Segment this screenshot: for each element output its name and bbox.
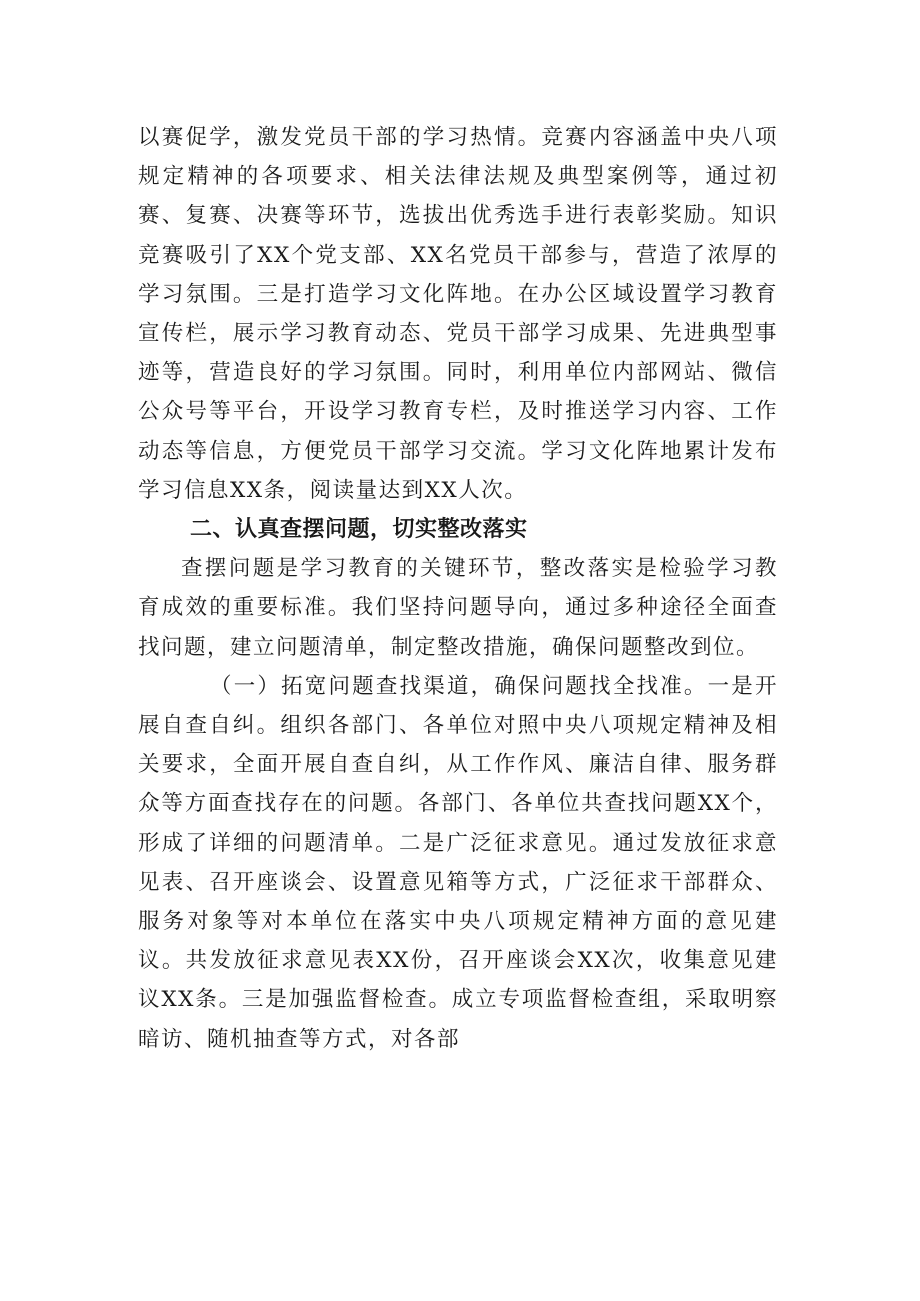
- paragraph-study-activities: 以赛促学，激发党员干部的学习热情。竞赛内容涵盖中央八项规定精神的各项要求、相关法律法规及典型案例等，通过初赛、复赛、决赛等环节，选拔出优秀选手进行表彰奖励。知识竞赛吸引了XX个党支部、XX名党员干部参与，营造了浓厚的学习氛围。三是打造学习文化阵地。在办公区域设置学习教育宣传栏，展示学习教育动态、党员干部学习成果、先进典型事迹等，营造良好的学习氛围。同时，利用单位内部网站、微信公众号等平台，开设学习教育专栏，及时推送学习内容、工作动态等信息，方便党员干部学习交流。学习文化阵地累计发布学习信息XX条，阅读量达到XX人次。: [138, 125, 778, 503]
- document-body: [138, 118, 778, 1059]
- paragraph-problem-channels: （一）拓宽问题查找渠道，确保问题找全找准。一是开展自查自纠。组织各部门、各单位对照中央八项规定精神及相关要求，全面开展自查自纠，从工作作风、廉洁自律、服务群众等方面查找存在的问题。各部门、各单位共查找问题XX个，形成了详细的问题清单。二是广泛征求意见。通过发放征求意见表、召开座谈会、设置意见箱等方式，广泛征求干部群众、服务对象等对本单位在落实中央八项规定精神方面的意见建议。共发放征求意见表XX份，召开座谈会XX次，收集意见建议XX条。三是加强监督检查。成立专项监督检查组，采取明察暗访、随机抽查等方式，对各部: [138, 673, 778, 1052]
- section-heading-2: 二、认真查摆问题，切实整改落实: [190, 517, 528, 543]
- paragraph-problem-intro: 查摆问题是学习教育的关键环节，整改落实是检验学习教育成效的重要标准。我们坚持问题导向，通过多种途径全面查找问题，建立问题清单，制定整改措施，确保问题整改到位。: [138, 556, 778, 660]
